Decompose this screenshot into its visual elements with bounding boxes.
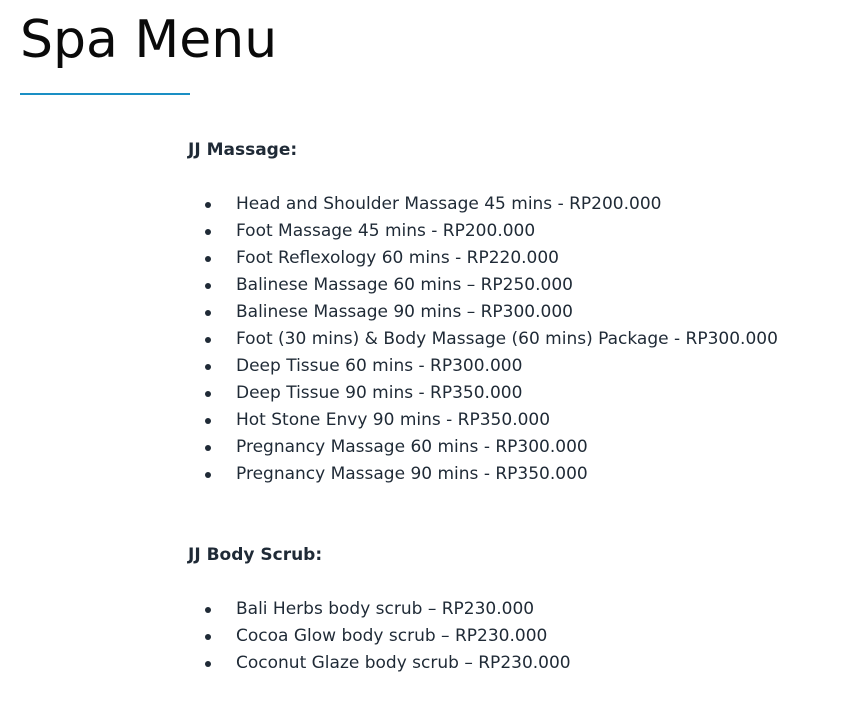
list-item-text: Balinese Massage 90 mins – RP300.000 [236, 302, 573, 322]
section-heading-massage: JJ Massage: [188, 140, 298, 160]
bullet-icon [205, 310, 211, 316]
list-item [188, 407, 828, 434]
list-item-text: Hot Stone Envy 90 mins - RP350.000 [236, 410, 551, 430]
list-item [188, 326, 828, 353]
bullet-icon [205, 283, 211, 289]
list-item [188, 623, 828, 650]
spa-menu-content [188, 137, 828, 677]
list-item [188, 245, 828, 272]
list-item [188, 461, 828, 488]
title-underline [20, 93, 190, 95]
massage-list [188, 191, 828, 488]
list-item-text: Foot (30 mins) & Body Massage (60 mins) Package - RP300.000 [236, 329, 778, 349]
bullet-icon [205, 661, 211, 667]
bullet-icon [205, 634, 211, 640]
list-item-text: Head and Shoulder Massage 45 mins - RP200.000 [236, 194, 662, 214]
list-item-text: Coconut Glaze body scrub – RP230.000 [236, 653, 571, 673]
list-item-text: Pregnancy Massage 60 mins - RP300.000 [236, 437, 588, 457]
bullet-icon [205, 472, 211, 478]
list-item-text: Deep Tissue 60 mins - RP300.000 [236, 356, 523, 376]
bullet-icon [205, 607, 211, 613]
section-heading-body-scrub: JJ Body Scrub: [188, 545, 323, 565]
list-item [188, 596, 828, 623]
list-item-text: Deep Tissue 90 mins - RP350.000 [236, 383, 523, 403]
list-item-text: Foot Massage 45 mins - RP200.000 [236, 221, 536, 241]
bullet-icon [205, 256, 211, 262]
list-item-text: Balinese Massage 60 mins – RP250.000 [236, 275, 573, 295]
bullet-icon [205, 229, 211, 235]
list-item [188, 353, 828, 380]
bullet-icon [205, 445, 211, 451]
body-scrub-list [188, 596, 828, 677]
list-item-text: Pregnancy Massage 90 mins - RP350.000 [236, 464, 588, 484]
bullet-icon [205, 364, 211, 370]
list-item [188, 380, 828, 407]
page-title: Spa Menu [20, 10, 278, 70]
list-item [188, 434, 828, 461]
bullet-icon [205, 202, 211, 208]
list-item-text: Foot Reflexology 60 mins - RP220.000 [236, 248, 559, 268]
list-item-text: Cocoa Glow body scrub – RP230.000 [236, 626, 548, 646]
bullet-icon [205, 337, 211, 343]
bullet-icon [205, 418, 211, 424]
list-item [188, 650, 828, 677]
list-item [188, 299, 828, 326]
list-item [188, 191, 828, 218]
bullet-icon [205, 391, 211, 397]
list-item-text: Bali Herbs body scrub – RP230.000 [236, 599, 535, 619]
list-item [188, 218, 828, 245]
list-item [188, 272, 828, 299]
